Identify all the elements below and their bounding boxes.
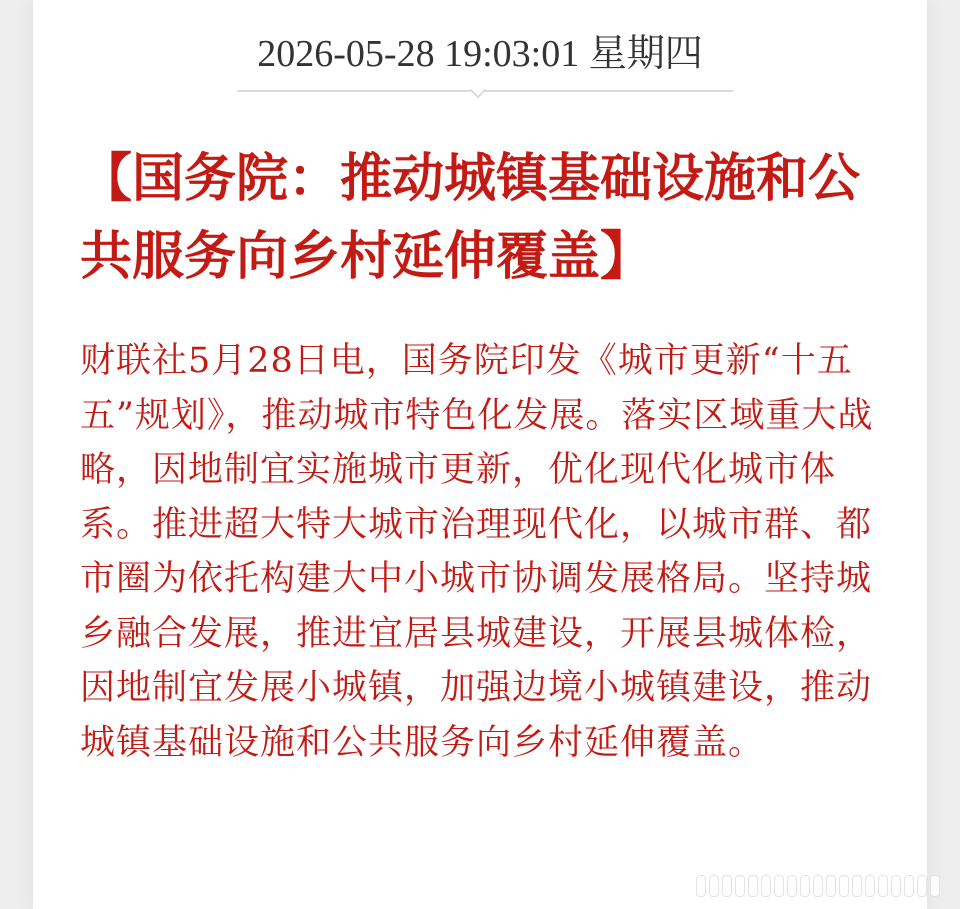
article-timestamp: 2026-05-28 19:03:01 星期四 xyxy=(257,33,703,75)
article-headline: 【国务院：推动城镇基础设施和公共服务向乡村延伸覆盖】 xyxy=(80,148,861,287)
watermark-icon xyxy=(696,875,940,897)
article-body: 财联社5月28日电，国务院印发《城市更新“十五五”规划》，推动城市特色化发展。落实区域重大战略，因地制宜实施城市更新，优化现代化城市体系。推进超大特大城市治理现代化，以城市群、都市圈为依托构建大中小城市协调发展格局。坚持城乡融合发展，推进宜居县城建设，开展县城体检，因地制宜发展小城镇，加强边境小城镇建设，推动城镇基础设施和公共服务向乡村延伸覆盖。 xyxy=(80,341,874,763)
